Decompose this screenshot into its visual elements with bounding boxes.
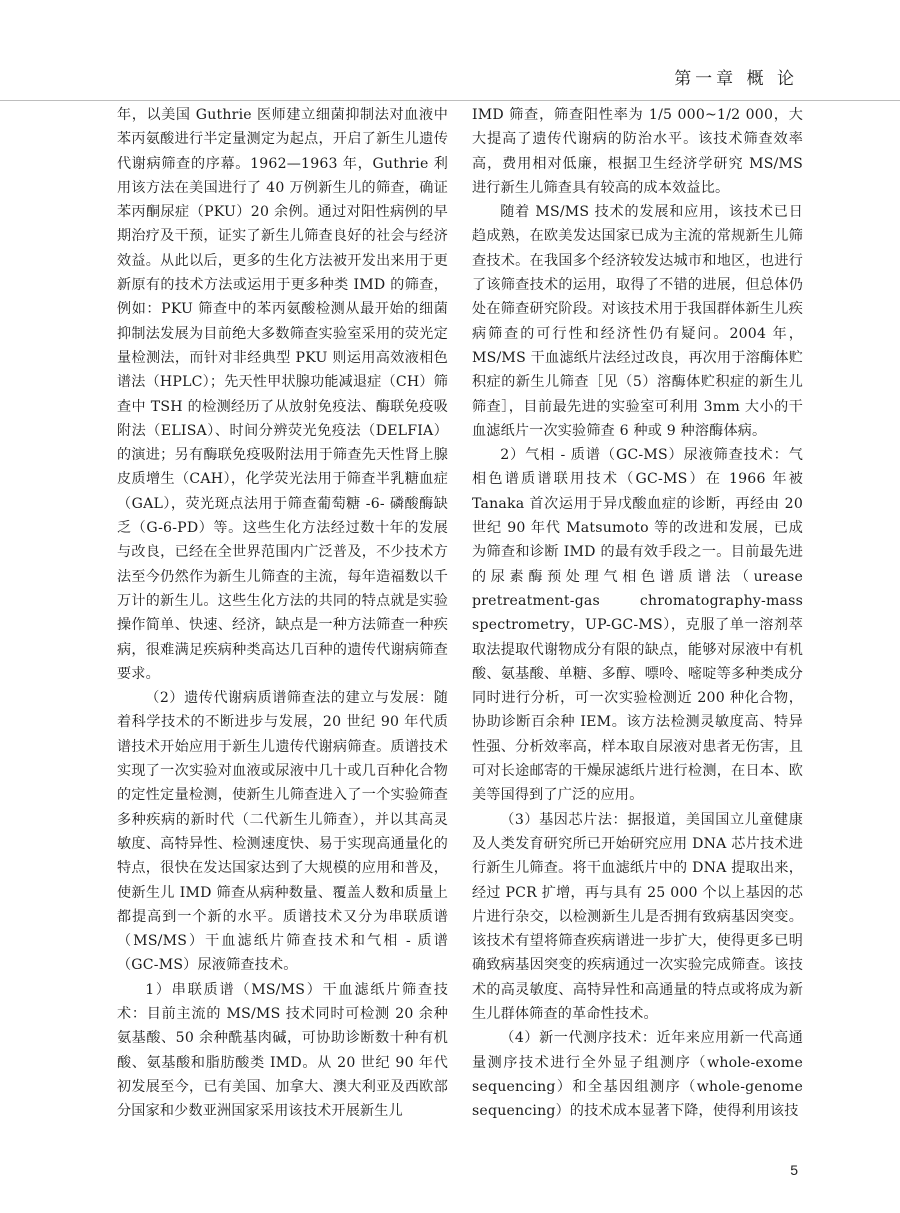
left-paragraph-2: （2）遗传代谢病质谱筛查法的建立与发展：随着科学技术的不断进步与发展，20 世纪 90 年代质谱技术开始应用于新生儿遗传代谢病筛查。质谱技术实现了一次实验对血液或尿液中几十或几百种化合物的定性定量检测，使新生儿筛查进入了一个实验筛查多种疾病的新时代（二代新生儿筛查），并以其高灵敏度、高特异性、检测速度快、易于实现高通量化的特点，很快在发达国家达到了大规模的应用和普及，使新生儿 IMD 筛查从病种数量、覆盖人数和质量上都提高到一个新的水平。质谱技术又分为串联质谱（MS/MS）干血滤纸片筛查技术和气相 - 质谱（GC-MS）尿液筛查技术。: [117, 690, 448, 974]
right-column: [472, 103, 803, 1123]
right-paragraph-5: （4）新一代测序技术：近年来应用新一代高通量测序技术进行全外显子组测序（whole-exome sequencing）和全基因组测序（whole-genome sequencing）的技术成本显著下降，使得利用该技: [472, 1030, 803, 1120]
right-paragraph-2: 随着 MS/MS 技术的发展和应用，该技术已日趋成熟，在欧美发达国家已成为主流的常规新生儿筛查技术。在我国多个经济较发达城市和地区，也进行了该筛查技术的运用，取得了不错的进展，但总体仍处在筛查研究阶段。对该技术用于我国群体新生儿疾病筛查的可行性和经济性仍有疑问。2004 年，MS/MS 干血滤纸片法经过改良，再次用于溶酶体贮积症的新生儿筛查［见（5）溶酶体贮积症的新生儿筛查］，目前最先进的实验室可利用 3mm 大小的干血滤纸片一次实验筛查 6 种或 9 种溶酶体病。: [472, 204, 803, 439]
right-paragraph-4: （3）基因芯片法：据报道，美国国立儿童健康及人类发育研究所已开始研究应用 DNA 芯片技术进行新生儿筛查。将干血滤纸片中的 DNA 提取出来，经过 PCR 扩增，再与具有 25 000 个以上基因的芯片进行杂交，以检测新生儿是否拥有致病基因突变。该技术有望将筛查疾病谱进一步扩大，使得更多已明确致病基因突变的疾病通过一次实验完成筛查。该技术的高灵敏度、高特异性和高通量的特点或将成为新生儿群体筛查的革命性技术。: [472, 811, 803, 1022]
header-rule: [0, 100, 900, 101]
page-number: 5: [790, 1162, 798, 1178]
right-paragraph-1: IMD 筛查，筛查阳性率为 1/5 000~1/2 000，大大提高了遗传代谢病的防治水平。该技术筛查效率高，费用相对低廉，根据卫生经济学研究 MS/MS 进行新生儿筛查具有较高的成本效益比。: [472, 107, 803, 196]
right-paragraph-3: 2）气相 - 质谱（GC-MS）尿液筛查技术：气相色谱质谱联用技术（GC-MS）在 1966 年被 Tanaka 首次运用于异戊酸血症的诊断，再经由 20 世纪 90 年代 Matsumoto 等的改进和发展，已成为筛查和诊断 IMD 的最有效手段之一。目前最先进的尿素酶预处理气相色谱质谱法（urease pretreatment-gas chromatography-mass spectrometry，UP-GC-MS），克服了单一溶剂萃取法提取代谢物成分有限的缺点，能够对尿液中有机酸、氨基酸、单糖、多醇、嘌呤、嘧啶等多种类成分同时进行分析，可一次实验检测近 200 种化合物，协助诊断百余种 IEM。该方法检测灵敏度高、特异性强、分析效率高，样本取自尿液对患者无伤害，且可对长途邮寄的干燥尿滤纸片进行检测，在日本、欧美等国得到了广泛的应用。: [472, 447, 803, 804]
left-paragraph-3: 1）串联质谱（MS/MS）干血滤纸片筛查技术：目前主流的 MS/MS 技术同时可检测 20 余种氨基酸、50 余种酰基肉碱，可协助诊断数十种有机酸、氨基酸和脂肪酸类 IMD。从 20 世纪 90 年代初发展至今，已有美国、加拿大、澳大利亚及西欧部分国家和少数亚洲国家采用该技术开展新生儿: [117, 981, 448, 1120]
left-paragraph-1: 年，以美国 Guthrie 医师建立细菌抑制法对血液中苯丙氨酸进行半定量测定为起点，开启了新生儿遗传代谢病筛查的序幕。1962—1963 年，Guthrie 利用该方法在美国进行了 40 万例新生儿的筛查，确证苯丙酮尿症（PKU）20 余例。通过对阳性病例的早期治疗及干预，证实了新生儿筛查良好的社会与经济效益。从此以后，更多的生化方法被开发出来用于更新原有的技术方法或运用于更多种类 IMD 的筛查，例如：PKU 筛查中的苯丙氨酸检测从最开始的细菌抑制法发展为目前绝大多数筛查实验室采用的荧光定量检测法，而针对非经典型 PKU 则运用高效液相色谱法（HPLC）；先天性甲状腺功能减退症（CH）筛查中 TSH 的检测经历了从放射免疫法、酶联免疫吸附法（ELISA）、时间分辨荧光免疫法（DELFIA）的演进；另有酶联免疫吸附法用于筛查先天性肾上腺皮质增生（CAH），化学荧光法用于筛查半乳糖血症（GAL），荧光斑点法用于筛查葡萄糖 -6- 磷酸酶缺乏（G-6-PD）等。这些生化方法经过数十年的发展与改良，已经在全世界范围内广泛普及，不少技术方法至今仍然作为新生儿筛查的主流，每年造福数以千万计的新生儿。这些生化方法的共同的特点就是实验操作简单、快速、经济，缺点是一种方法筛查一种疾病，很难满足疾病种类高达几百种的遗传代谢病筛查要求。: [117, 107, 448, 682]
left-column: [117, 103, 448, 1123]
chapter-header: 第一章 概 论: [674, 69, 798, 89]
